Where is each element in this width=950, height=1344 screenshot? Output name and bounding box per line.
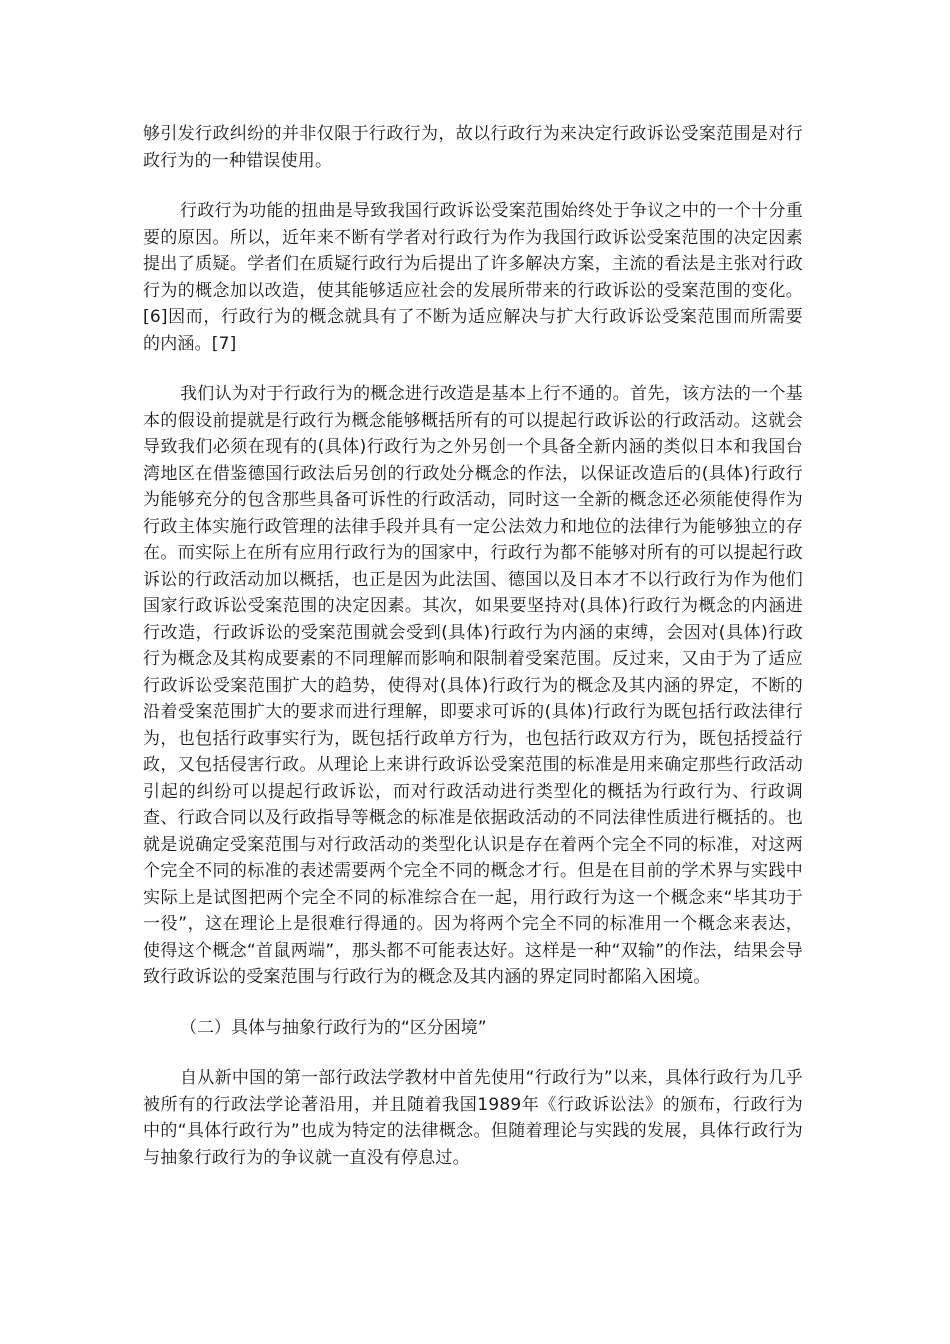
paragraph-distortion: 行政行为功能的扭曲是导致我国行政诉讼受案范围始终处于争议之中的一个十分重要的原因。所以，近年来不断有学者对行政行为作为我国行政诉讼受案范围的决定因素提出了质疑。学者们在质疑行政行为后提出了许多解决方案，主流的看法是主张对行政行为的概念加以改造，使其能够适应社会的发展所带来的行政诉讼的受案范围的变化。[6]因而，行政行为的概念就具有了不断为适应解决与扩大行政诉讼受案范围而所需要的内涵。[7] — [143, 201, 803, 354]
document-page — [143, 121, 803, 1195]
paragraph-history: 自从新中国的第一部行政法学教材中首先使用“行政行为”以来，具体行政行为几乎被所有的行政法学论著沿用，并且随着我国1989年《行政诉讼法》的颁布，行政行为中的“具体行政行为”也成为特定的法律概念。但随着理论与实践的发展，具体行政行为与抽象行政行为的争议就一直没有停息过。 — [143, 1068, 803, 1168]
paragraph-argument: 我们认为对于行政行为的概念进行改造是基本上行不通的。首先，该方法的一个基本的假设前提就是行政行为概念能够概括所有的可以提起行政诉讼的行政活动。这就会导致我们必须在现有的(具体)行政行为之外另创一个具备全新内涵的类似日本和我国台湾地区在借鉴德国行政法后另创的行政处分概念的作法，以保证改造后的(具体)行政行为能够充分的包含那些具备可诉性的行政活动，同时这一全新的概念还必须能使得作为行政主体实施行政管理的法律手段并具有一定公法效力和地位的法律行为能够独立的存在。而实际上在所有应用行政行为的国家中，行政行为都不能够对所有的可以提起行政诉讼的行政活动加以概括，也正是因为此法国、德国以及日本才不以行政行为作为他们国家行政诉讼受案范围的决定因素。其次，如果要坚持对(具体)行政行为概念的内涵进行改造，行政诉讼的受案范围就会受到(具体)行政行为内涵的束缚，会因对(具体)行政行为概念及其构成要素的不同理解而影响和限制着受案范围。反过来，又由于为了适应行政诉讼受案范围扩大的趋势，使得对(具体)行政行为的概念及其内涵的界定，不断的沿着受案范围扩大的要求而进行理解，即要求可诉的(具体)行政行为既包括行政法律行为，也包括行政事实行为，既包括行政单方行为，也包括行政双方行为，既包括授益行政，又包括侵害行政。从理论上来讲行政诉讼受案范围的标准是用来确定那些行政活动引起的纠纷可以提起行政诉讼，而对行政活动进行类型化的概括为行政行为、行政调查、行政合同以及行政指导等概念的标准是依据政活动的不同法律性质进行概括的。也就是说确定受案范围与对行政活动的类型化认识是存在着两个完全不同的标准，对这两个完全不同的标准的表述需要两个完全不同的概念才行。但是在目前的学术界与实践中实际上是试图把两个完全不同的标准综合在一起，用行政行为这一个概念来“毕其功于一役”，这在理论上是很难行得通的。因为将两个完全不同的标准用一个概念来表达，使得这个概念“首鼠两端”，那头都不可能表达好。这样是一种“双输”的作法，结果会导致行政诉讼的受案范围与行政行为的概念及其内涵的界定同时都陷入困境。 — [143, 384, 803, 987]
paragraph-continuation: 够引发行政纠纷的并非仅限于行政行为，故以行政行为来决定行政诉讼受案范围是对行政行为的一种错误使用。 — [143, 124, 803, 171]
section-heading: （二）具体与抽象行政行为的“区分困境” — [180, 1017, 487, 1038]
